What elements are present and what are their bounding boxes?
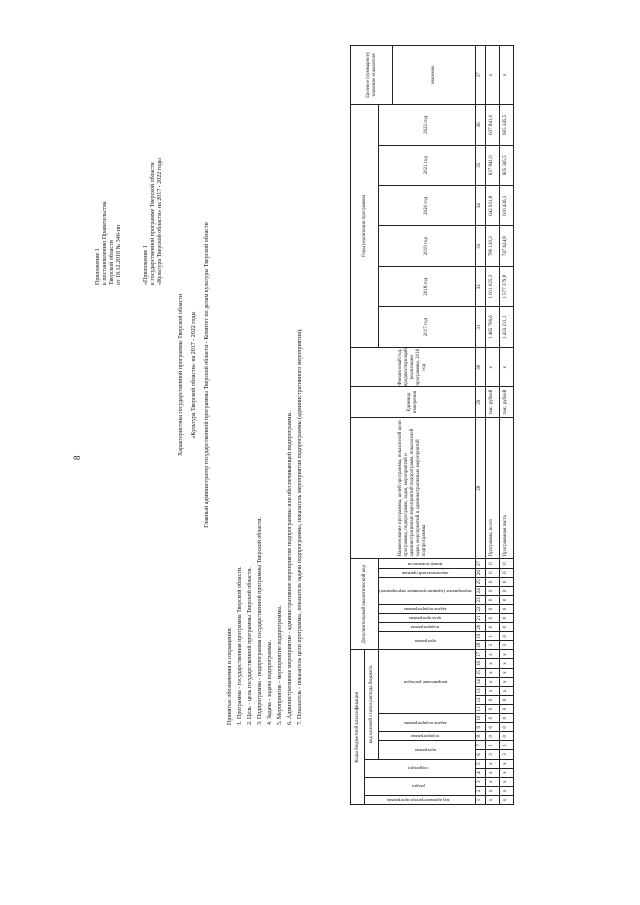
program-code-header: программа (379, 741, 476, 759)
year-value: 637 841,0 (485, 145, 499, 185)
column-number: 35 (475, 145, 485, 185)
column-number: 32 (475, 266, 485, 306)
x-indicator-header: номер показателя (379, 559, 476, 568)
column-number: 26 (475, 568, 485, 577)
column-number: 36 (475, 105, 485, 145)
code-cell: 0 (485, 604, 499, 613)
value-header: значение (393, 46, 475, 105)
code-cell: 0 (485, 586, 499, 595)
code-cell: x (485, 795, 499, 804)
admin-code-header: код администратора программы (365, 795, 476, 804)
abbreviations-legend (225, 105, 305, 725)
code-cell: x (485, 777, 499, 786)
appendix-line: к постановлению Правительства (102, 201, 108, 285)
row-base-year: x (485, 347, 499, 387)
code-cell: x (485, 668, 499, 677)
column-number: 22 (475, 604, 485, 613)
appendix-line: Тверской области (109, 240, 115, 285)
budget-codes-header: Коды бюджетной классификации (351, 650, 365, 805)
code-cell: x (485, 650, 499, 659)
code-cell: 0 (499, 632, 513, 641)
code-cell: 0 (485, 723, 499, 732)
column-number: 10 (475, 714, 485, 723)
appendix-sub-line: «Приложение 1 (143, 245, 149, 285)
year-value: 637 841,0 (485, 105, 499, 145)
code-cell: 3 (499, 750, 513, 759)
legend-item: 7. Показатель - показатель цели программы, показатель задачи подпрограммы, показатель мероприятия подпрограммы (административного мероприятия). (297, 328, 303, 725)
row-unit: тыс. рублей (485, 387, 499, 417)
table-row (499, 46, 513, 805)
podrazdel-header: подраздел (365, 759, 476, 777)
code-cell: 0 (499, 595, 513, 604)
base-year-header: Финансовый год, предшествующий реализации программы, 2016 год (351, 347, 476, 387)
code-cell: 0 (485, 714, 499, 723)
code-cell: 0 (499, 559, 513, 568)
code-cell: 0 (485, 595, 499, 604)
code-cell: x (499, 795, 513, 804)
x-task-header: задача подпрограммы (379, 604, 476, 613)
column-number: 27 (475, 559, 485, 568)
legend-item: 6. Административное мероприятие - административное мероприятие подпрограммы или обеспечивающей подпрограммы. (287, 410, 293, 725)
code-cell: 3 (485, 750, 499, 759)
column-number: 25 (475, 577, 485, 586)
code-cell: 0 (499, 577, 513, 586)
column-number: 8 (475, 732, 485, 741)
x-goal-header: цель программы (379, 614, 476, 623)
code-cell: 0 (499, 695, 513, 704)
code-cell: 0 (499, 704, 513, 713)
code-cell: 0 (485, 695, 499, 704)
program-intro (178, 175, 211, 575)
code-cell: x (485, 768, 499, 777)
page-number: 8 (72, 455, 82, 460)
column-number: 1 (475, 795, 485, 804)
target-article-header: код целевой статьи расхода бюджета (365, 650, 379, 759)
x-analytic-header: аналитический признак (379, 568, 476, 577)
intro-admin: Главный администратор государственной программы Тверской области - Комитет по делам культуры Тверской области (204, 222, 210, 528)
code-cell: x (499, 650, 513, 659)
year-header: 2022 год (379, 105, 476, 145)
legend-item: 2. Цель - цель государственной программы Тверской области. (247, 567, 253, 725)
appendix-sub-line: к государственной программе Тверской области (150, 162, 156, 285)
year-value: 1 433 211,1 (499, 307, 513, 347)
legend-item: 3. Подпрограмма - подпрограмма государственной программы Тверской области. (257, 517, 263, 725)
column-number: 13 (475, 686, 485, 695)
column-number: 15 (475, 668, 485, 677)
code-cell: 0 (485, 577, 499, 586)
row-final-value: x (485, 46, 499, 105)
appendix-header (95, 45, 164, 285)
column-number: 30 (475, 347, 485, 387)
code-cell: x (499, 777, 513, 786)
code-cell: x (499, 677, 513, 686)
code-cell: 0 (499, 604, 513, 613)
code-cell: 0 (485, 559, 499, 568)
row-base-year: x (499, 347, 513, 387)
year-header: 2018 год (379, 266, 476, 306)
column-number: 29 (475, 387, 485, 417)
code-cell: x (499, 659, 513, 668)
column-number: 6 (475, 750, 485, 759)
column-number: 12 (475, 695, 485, 704)
task-code-header: задача подпрограммы (379, 714, 476, 732)
code-cell: 3 (485, 641, 499, 650)
column-number: 18 (475, 641, 485, 650)
code-cell: 0 (499, 614, 513, 623)
column-number: 28 (475, 417, 485, 559)
x-event-header: мероприятие (административное мероприятие) (379, 577, 476, 604)
year-value: 1 465 706,6 (485, 307, 499, 347)
column-numbers-row (475, 46, 485, 805)
subprogram-code-header: подпрограмма (379, 732, 476, 741)
row-name: Программная часть (499, 417, 513, 559)
program-table (350, 45, 514, 805)
column-number: 33 (475, 226, 485, 266)
year-value: 1 611 025,3 (485, 266, 499, 306)
year-value: 610 436,3 (499, 186, 513, 226)
year-header: 2021 год (379, 145, 476, 185)
code-cell: 0 (485, 732, 499, 741)
code-cell: 0 (485, 614, 499, 623)
unit-header: Единица измерения (351, 387, 476, 417)
table-row (485, 46, 499, 805)
year-value: 605 345,5 (499, 105, 513, 145)
code-cell: x (499, 759, 513, 768)
code-cell: x (485, 786, 499, 795)
code-cell: 1 (485, 632, 499, 641)
razdel-header: раздел (365, 777, 476, 795)
column-number: 7 (475, 741, 485, 750)
code-cell: 0 (499, 732, 513, 741)
years-header: Годы реализации программы (351, 105, 379, 348)
column-number: 14 (475, 677, 485, 686)
code-cell: x (499, 786, 513, 795)
column-number: 16 (475, 659, 485, 668)
direction-code-header: направление расходов (379, 650, 476, 714)
column-number: 19 (475, 632, 485, 641)
code-cell: 3 (499, 641, 513, 650)
final-value-header: Целевое (суммарное) значение показателя (351, 46, 393, 105)
code-cell: x (499, 768, 513, 777)
code-cell: 0 (485, 704, 499, 713)
code-cell: 0 (499, 623, 513, 632)
appendix-line: от 18.12.2018 № 346-пп (116, 224, 122, 285)
appendix-line: Приложение 1 (95, 248, 101, 285)
code-cell: x (499, 668, 513, 677)
x-subprogram-header: подпрограмма (379, 623, 476, 632)
column-number: 34 (475, 186, 485, 226)
intro-subtitle: «Культура Тверской области» на 2017 - 2022 годы (191, 311, 197, 439)
column-number: 11 (475, 704, 485, 713)
legend-item: 1. Программа - государственная программа Тверской области. (237, 566, 243, 725)
intro-title: Характеристика государственной программы Тверской области (178, 293, 184, 457)
year-header: 2017 год (379, 307, 476, 347)
column-number: 17 (475, 650, 485, 659)
row-name: Программа, всего (485, 417, 499, 559)
legend-item: 4. Задача - задача подпрограммы. (267, 639, 273, 725)
code-cell: 1 (499, 741, 513, 750)
year-value: 1 577 379,8 (499, 266, 513, 306)
code-cell: 0 (499, 723, 513, 732)
x-program-header: программа (379, 632, 476, 650)
column-number: 31 (475, 307, 485, 347)
code-cell: 0 (499, 568, 513, 577)
code-cell: x (485, 677, 499, 686)
appendix-sub-line: «Культура Тверской области» на 2017 - 2022 годы (157, 158, 163, 285)
column-number: 37 (475, 46, 485, 105)
column-number: 5 (475, 759, 485, 768)
column-number: 4 (475, 768, 485, 777)
code-cell: 0 (485, 568, 499, 577)
code-cell: 0 (499, 586, 513, 595)
year-value: 747 624,8 (499, 226, 513, 266)
name-header: Наименование программы, целей программы, показателей цели программы, подпрограмм, задач, мероприятий и административных мероприятий подпрограмм, показателей задач, мероприятий и административных мероприятий подпрограммы (351, 417, 476, 559)
code-cell: x (499, 686, 513, 695)
year-header: 2019 год (379, 226, 476, 266)
code-cell: 0 (485, 623, 499, 632)
column-number: 23 (475, 595, 485, 604)
code-cell: x (485, 659, 499, 668)
code-cell: x (485, 759, 499, 768)
year-header: 2020 год (379, 186, 476, 226)
year-value: 642 931,8 (485, 186, 499, 226)
code-cell: 0 (499, 714, 513, 723)
code-cell: x (485, 686, 499, 695)
column-number: 3 (475, 777, 485, 786)
row-unit: тыс. рублей (499, 387, 513, 417)
legend-item: Принятые обозначения и сокращения: (227, 627, 233, 725)
column-number: 20 (475, 623, 485, 632)
extra-code-header: Дополнительный аналитический код (351, 559, 379, 650)
legend-item: 5. Мероприятие - мероприятие подпрограммы. (277, 605, 283, 725)
year-value: 605 345,5 (499, 145, 513, 185)
code-cell: 1 (485, 741, 499, 750)
column-number: 24 (475, 586, 485, 595)
column-number: 2 (475, 786, 485, 795)
row-final-value: x (499, 46, 513, 105)
year-value: 780 120,3 (485, 226, 499, 266)
column-number: 21 (475, 614, 485, 623)
column-number: 9 (475, 723, 485, 732)
